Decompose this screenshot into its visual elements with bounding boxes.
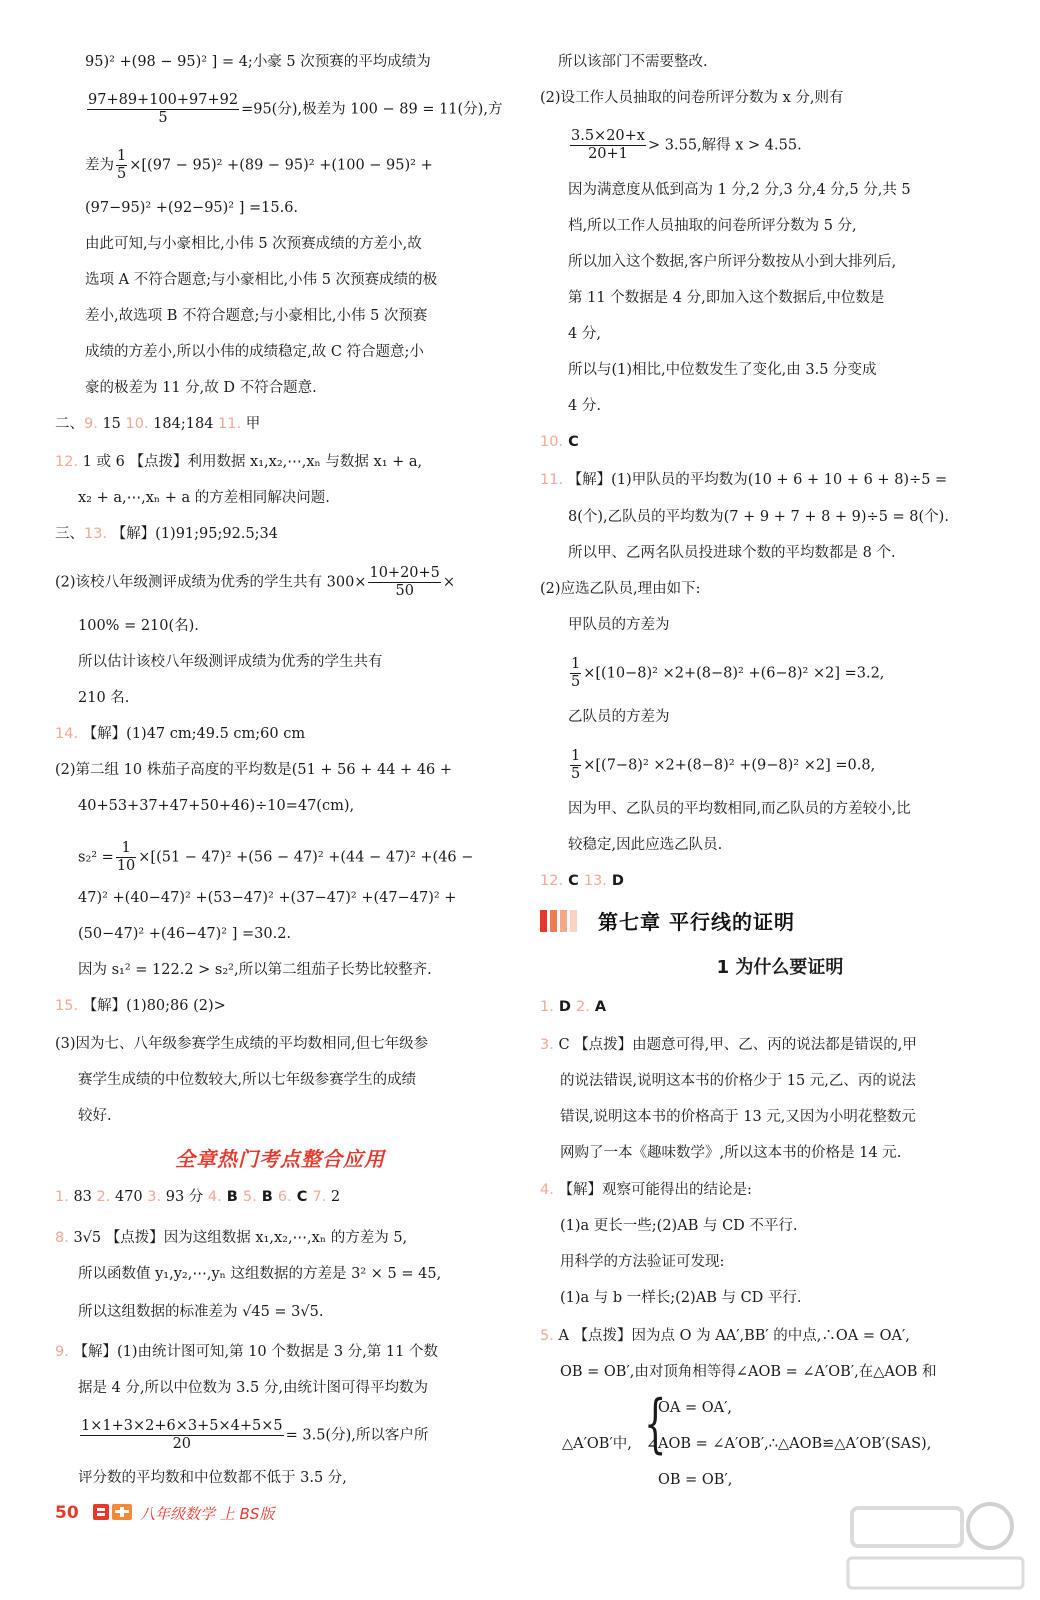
text-line: (3)因为七、八年级参赛学生成绩的平均数相同,但七年级参 (55, 1036, 429, 1052)
section-heading: 全章热门考点整合应用 (175, 1147, 385, 1171)
text-line: 由此可知,与小豪相比,小伟 5 次预赛成绩的方差小,故 (85, 236, 422, 252)
text-line: x₂ + a,⋯,xₙ + a 的方差相同解决问题. (78, 490, 330, 506)
text-line: 所以该部门不需要整改. (558, 54, 708, 70)
answer-line: 9. 【解】(1)由统计图可知,第 10 个数据是 3 分,第 11 个数 (55, 1344, 438, 1360)
answer-line: 1. D 2. A (540, 999, 607, 1015)
text-line: 差小,故选项 B 不符合题意;与小豪相比,小伟 5 次预赛 (85, 308, 428, 324)
text-line: 差为 $\frac{1}{5}$ ×[(97 − 95)² +(89 − 95)² +(100 − 95)² + (85, 148, 433, 182)
answer-line: 14. 【解】(1)47 cm;49.5 cm;60 cm (55, 726, 306, 742)
text-line: $\frac{3.5\times 20+x}{20+1}$ > 3.55,解得 x > 4.55. (571, 128, 802, 162)
fraction: $\frac{10+20+5}{50}$ (369, 565, 440, 599)
text-line: 成绩的方差小,所以小伟的成绩稳定,故 C 符合题意;小 (85, 344, 424, 360)
text-line: 95)² +(98 − 95)² ] = 4;小豪 5 次预赛的平均成绩为 (85, 54, 431, 70)
text-line: 4 分. (568, 398, 601, 414)
text-line: $\frac{1}{5}$ ×[(10−8)² ×2+(8−8)² +(6−8)² ×2] =3.2, (571, 656, 885, 690)
text-line: 据是 4 分,所以中位数为 3.5 分,由统计图可得平均数为 (78, 1380, 428, 1396)
text-line: (2)该校八年级测评成绩为优秀的学生共有 300× $\frac{10+20+5}{50}$ × (55, 565, 456, 599)
text-line: 210 名. (78, 690, 130, 706)
text-line: 豪的极差为 11 分,故 D 不符合题意. (85, 380, 317, 396)
chapter-title: 第七章 平行线的证明 (598, 910, 795, 934)
text-line: 8(个),乙队员的平均数为(7 + 9 + 7 + 8 + 9)÷5 = 8(个). (568, 509, 949, 525)
fraction: $\frac{1}{5}$ (571, 748, 581, 782)
text-line: 100% = 210(名). (78, 618, 199, 634)
text-line: (2)第二组 10 株茄子高度的平均数是(51 + 56 + 44 + 46 + (55, 762, 453, 778)
text-line: 所以估计该校八年级测评成绩为优秀的学生共有 (78, 654, 383, 670)
answer-line: 12. 1 或 6 【点拨】利用数据 x₁,x₂,⋯,xₙ 与数据 x₁ + a, (55, 454, 423, 470)
text-line: 网购了一本《趣味数学》,所以这本书的价格是 14 元. (560, 1145, 902, 1161)
answer-line: 三、13. 【解】(1)91;95;92.5;34 (55, 526, 279, 542)
answer-line: 4. 【解】观察可能得出的结论是: (540, 1182, 752, 1198)
text-line: 4 分, (568, 326, 601, 342)
text-line: 档,所以工作人员抽取的问卷所评分数为 5 分, (568, 218, 857, 234)
text-line: 所以这组数据的标准差为 √45 = 3√5. (78, 1304, 324, 1320)
fraction: $\frac{1}{10}$ (116, 840, 136, 874)
text-line: 较好. (78, 1108, 112, 1124)
text-line: OB = OB′,由对顶角相等得∠AOB = ∠A′OB′,在△AOB 和 (560, 1364, 937, 1380)
text-line: 较稳定,因此应选乙队员. (568, 837, 723, 853)
section-title: 1 为什么要证明 (716, 957, 844, 978)
text-line: s₂² = $\frac{1}{10}$ ×[(51 − 47)² +(56 − 47)² +(44 − 47)² +(46 − (78, 840, 474, 874)
answer-line: 8. 3√5 【点拨】因为这组数据 x₁,x₂,⋯,xₙ 的方差为 5, (55, 1230, 408, 1246)
text-line: 第 11 个数据是 4 分,即加入这个数据后,中位数是 (568, 290, 885, 306)
text-line: 评分数的平均数和中位数都不低于 3.5 分, (78, 1470, 347, 1486)
text-line: OB = OB′, (658, 1472, 733, 1488)
text-line: 错误,说明这本书的价格高于 13 元,又因为小明花整数元 (560, 1109, 916, 1125)
text-line: 所以加入这个数据,客户所评分数按从小到大排列后, (568, 254, 897, 270)
text-line: OA = OA′, (658, 1400, 732, 1416)
answer-line: 1. 83 2. 470 3. 93 分 4. B 5. B 6. C 7. 2 (55, 1189, 341, 1205)
chapter-header (540, 906, 1020, 936)
text-line: $\frac{1\times 1+3\times 2+6\times 3+5\times 4+5\times 5}{20}$ = 3.5(分),所以客户所 (81, 1418, 429, 1452)
text-line: $\frac{1}{5}$ ×[(7−8)² ×2+(8−8)² +(9−8)² ×2] =0.8, (571, 748, 876, 782)
text-line: 因为甲、乙队员的平均数相同,而乙队员的方差较小,比 (568, 801, 911, 817)
text-line: 选项 A 不符合题意;与小豪相比,小伟 5 次预赛成绩的极 (85, 272, 438, 288)
answer-line: 12. C 13. D (540, 873, 624, 889)
text-line: 的说法错误,说明这本书的价格少于 15 元,乙、丙的说法 (560, 1073, 916, 1089)
answer-line: 3. C 【点拨】由题意可得,甲、乙、丙的说法都是错误的,甲 (540, 1037, 917, 1053)
footer-book-title: 八年级数学 上 BS版 (140, 1505, 275, 1523)
text-line: $\frac{97+89+100+97+92}{5}$ =95(分),极差为 100 − 89 = 11(分),方 (88, 92, 503, 126)
fraction: $\frac{97+89+100+97+92}{5}$ (88, 92, 239, 126)
text-line: (1)a 更长一些;(2)AB 与 CD 不平行. (560, 1218, 798, 1234)
fraction: $\frac{1}{5}$ (571, 656, 581, 690)
answer-line: 10. C (540, 434, 579, 450)
text-line: 赛学生成绩的中位数较大,所以七年级参赛学生的成绩 (78, 1072, 417, 1088)
page-number: 50 (55, 1503, 79, 1523)
fraction: $\frac{1}{5}$ (117, 148, 127, 182)
text-line: 甲队员的方差为 (568, 617, 670, 633)
answer-line: 11. 【解】(1)甲队员的平均数为(10 + 6 + 10 + 6 + 8)÷5 = (540, 472, 948, 488)
text-line: (50−47)² +(46−47)² ] =30.2. (78, 926, 292, 942)
text-line: 40+53+37+47+50+46)÷10=47(cm), (78, 798, 355, 814)
watermark-logo-icon (840, 1500, 1030, 1595)
text-line: 乙队员的方差为 (568, 709, 670, 725)
text-line: 所以函数值 y₁,y₂,⋯,yₙ 这组数据的方差是 3² × 5 = 45, (78, 1266, 442, 1282)
publisher-logo-icon (92, 1501, 134, 1523)
text-line: 因为满意度从低到高为 1 分,2 分,3 分,4 分,5 分,共 5 (568, 182, 911, 198)
text-line: (2)应选乙队员,理由如下: (540, 581, 701, 597)
text-line: (97−95)² +(92−95)² ] =15.6. (85, 200, 299, 216)
text-line: 47)² +(40−47)² +(53−47)² +(37−47)² +(47−47)² + (78, 890, 457, 906)
text-line: 所以与(1)相比,中位数发生了变化,由 3.5 分变成 (568, 362, 877, 378)
text-line: (2)设工作人员抽取的问卷所评分数为 x 分,则有 (540, 90, 844, 106)
text-line: 所以甲、乙两名队员投进球个数的平均数都是 8 个. (568, 545, 896, 561)
system-brace: { (644, 1387, 667, 1461)
answer-line: 15. 【解】(1)80;86 (2)> (55, 998, 226, 1014)
answer-line: 二、9. 15 10. 184;184 11. 甲 (55, 416, 261, 432)
fraction: $\frac{1\times 1+3\times 2+6\times 3+5\times 4+5\times 5}{20}$ (81, 1418, 283, 1452)
text-line: (1)a 与 b 一样长;(2)AB 与 CD 平行. (560, 1290, 802, 1306)
text-line: △A′OB′中, ∠AOB = ∠A′OB′,∴△AOB≌△A′OB′(SAS), (562, 1436, 932, 1452)
fraction: $\frac{3.5\times 20+x}{20+1}$ (571, 128, 645, 162)
text-line: 因为 s₁² = 122.2 > s₂²,所以第二组茄子长势比较整齐. (78, 962, 432, 978)
answer-line: 5. A 【点拨】因为点 O 为 AA′,BB′ 的中点,∴OA = OA′, (540, 1328, 910, 1344)
text-line: 用科学的方法验证可发现: (560, 1254, 725, 1270)
